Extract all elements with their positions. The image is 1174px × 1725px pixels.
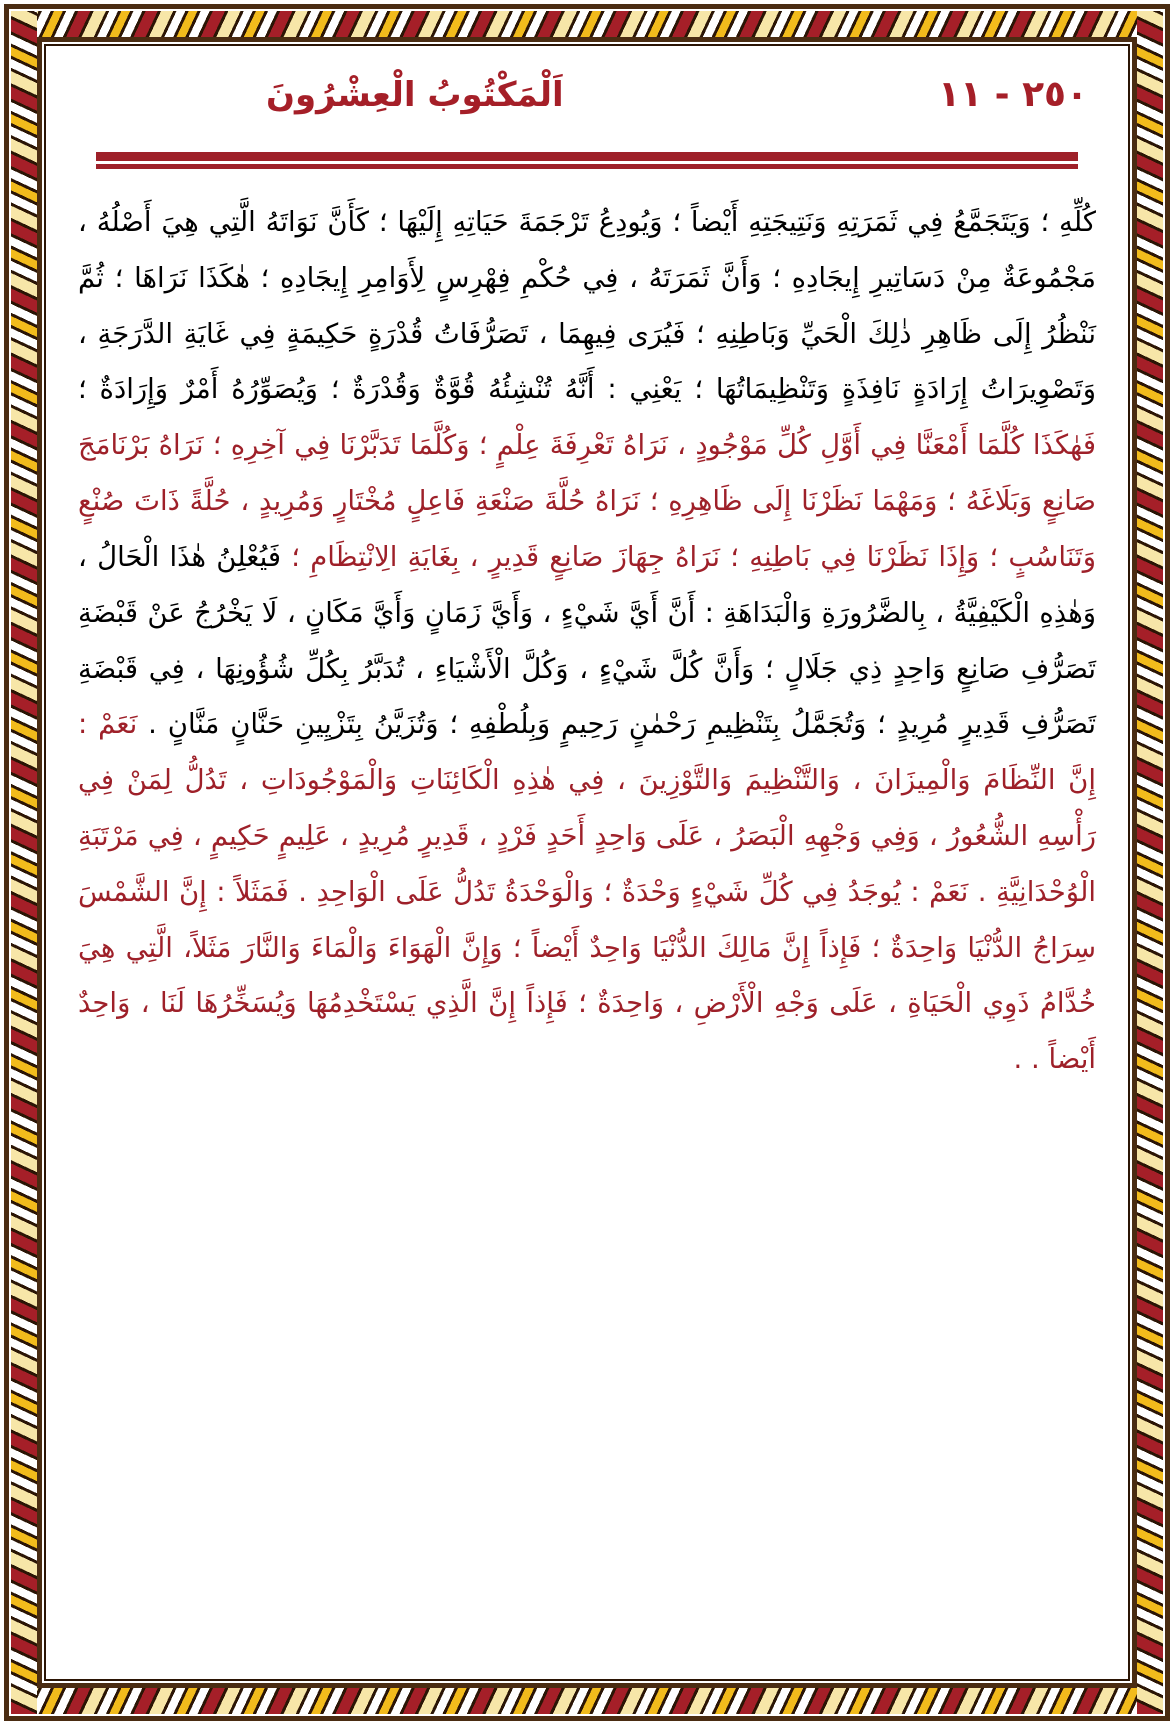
page-header: [72, 68, 1102, 148]
paragraph-spacer: [78, 1098, 1096, 1120]
text-run-black: كُلِّهِ ؛ وَيَتَجَمَّعُ فِي ثَمَرَتِهِ وَنَتِيجَتِهِ أَيْضاً ؛ وَيُودِعُ تَرْجَمَةَ حَيَاتِهِ إِلَيْهَا ؛ كَأَنَّ نَوَاتَهُ الَّتِي هِيَ أَصْلُهُ ، مَجْمُوعَةٌ مِنْ دَسَاتِيرِ إِيجَادِهِ ؛ وَأَنَّ ثَمَرَتَهُ ، فِي حُكْمِ فِهْرِسٍ لِأَوَامِرِ إِيجَادِهِ ؛ هٰكَذَا نَرَاهَا ؛ ثُمَّ نَنْظُرُ إِلَى ظَاهِرِ ذٰلِكَ الْحَيِّ وَبَاطِنِهِ ؛ فَيُرَى فِيهِمَا ، تَصَرُّفَاتُ قُدْرَةٍ حَكِيمَةٍ فِي غَايَةِ الدَّرَجَةِ ، وَتَصْوِيرَاتُ إِرَادَةٍ نَافِذَةٍ وَتَنْظِيمَاتُهَا ؛ يَعْنِي : أَنَّهُ تُنْشِئُهُ قُوَّةٌ وَقُدْرَةٌ ؛ وَيُصَوِّرُهُ أَمْرٌ وَإِرَادَةٌ ؛: [78, 206, 1096, 406]
braid-border-right: [1137, 11, 1163, 1714]
text-run-red: فَهٰكَذَا كُلَّمَا أَمْعَنَّا فِي أَوَّلِ كُلِّ مَوْجُودٍ ، نَرَاهُ تَعْرِفَةَ عِلْمٍ ؛ وَكُلَّمَا تَدَبَّرْنَا فِي آخِرِهِ ؛ نَرَاهُ بَرْنَامَجَ صَانِعٍ وَبَلَاغَهُ ؛ وَمَهْمَا نَظَرْنَا إِلَى ظَاهِرِهِ ؛ نَرَاهُ حُلَّةَ صَنْعَةِ فَاعِلٍ مُخْتَارٍ وَمُرِيدٍ ، حُلَّةً ذَاتَ صُنْعٍ وَتَنَاسُبٍ ؛ وَإِذَا نَظَرْنَا فِي بَاطِنِهِ ؛ نَرَاهُ جِهَازَ صَانِعٍ قَدِيرٍ ، بِغَايَةِ الِانْتِظَامِ ؛: [78, 429, 1096, 573]
header-divider: [96, 152, 1078, 169]
braid-border-bottom: [11, 1688, 1163, 1714]
paragraph: [78, 195, 1096, 1088]
text-run-red: نَعَمْ : إِنَّ النِّظَامَ وَالْمِيزَانَ ، وَالتَّنْظِيمَ وَالتَّوْزِينَ ، فِي هٰذِهِ الْكَائِنَاتِ وَالْمَوْجُودَاتِ ، تَدُلُّ لِمَنْ فِي رَأْسِهِ الشُّعُورُ ، وَفِي وَجْهِهِ الْبَصَرُ ، عَلَى وَاحِدٍ أَحَدٍ فَرْدٍ ، قَدِيرٍ مُرِيدٍ ، عَلِيمٍ حَكِيمٍ ، فِي مَرْتَبَةِ الْوُحْدَانِيَّةِ . نَعَمْ : يُوجَدُ فِي كُلِّ شَيْءٍ وَحْدَةٌ ؛ وَالْوَحْدَةُ تَدُلُّ عَلَى الْوَاحِدِ . فَمَثَلاً : إِنَّ الشَّمْسَ سِرَاجُ الدُّنْيَا وَاحِدَةٌ ؛ فَإِذاً إِنَّ مَالِكَ الدُّنْيَا وَاحِدٌ أَيْضاً ؛ وَإِنَّ الْهَوَاءَ وَالْمَاءَ وَالنَّارَ مَثَلاً، الَّتِي هِيَ خُدَّامُ ذَوِي الْحَيَاةِ ، عَلَى وَجْهِ الْأَرْضِ ، وَاحِدَةٌ ؛ فَإِذاً إِنَّ الَّذِي يَسْتَخْدِمُهَا وَيُسَخِّرُهَا لَنَا ، وَاحِدٌ أَيْضاً . .: [78, 708, 1096, 1076]
divider-thin-rule: [96, 164, 1078, 169]
body-text: [72, 195, 1102, 1120]
text-run-black: فَيُعْلِنُ هٰذَا الْحَالُ ، وَهٰذِهِ الْكَيْفِيَّةُ ، بِالضَّرُورَةِ وَالْبَدَاهَةِ : أَنَّ أَيَّ شَيْءٍ ، وَأَيَّ زَمَانٍ وَأَيَّ مَكَانٍ ، لَا يَخْرُجُ عَنْ قَبْضَةِ تَصَرُّفِ صَانِعٍ وَاحِدٍ ذِي جَلَالٍ ؛ وَأَنَّ كُلَّ شَيْءٍ ، وَكُلَّ الْأَشْيَاءِ ، تُدَبَّرُ بِكُلِّ شُؤُونِهَا ، فِي قَبْضَةِ تَصَرُّفِ قَدِيرٍ مُرِيدٍ ؛ وَتُجَمَّلُ بِتَنْظِيمِ رَحْمٰنٍ رَحِيمٍ وَبِلُطْفِهِ ؛ وَتُزَيَّنُ بِتَزْيِينِ حَنَّانٍ مَنَّانٍ .: [78, 540, 1097, 741]
chapter-title: اَلْمَكْتُوبُ الْعِشْرُونَ: [266, 75, 564, 115]
braid-border-left: [11, 11, 37, 1714]
braid-border-top: [11, 11, 1163, 37]
page-number: ٢٥٠ - ١١: [938, 74, 1088, 115]
divider-thick-rule: [96, 152, 1078, 161]
page-content: [50, 50, 1124, 1675]
